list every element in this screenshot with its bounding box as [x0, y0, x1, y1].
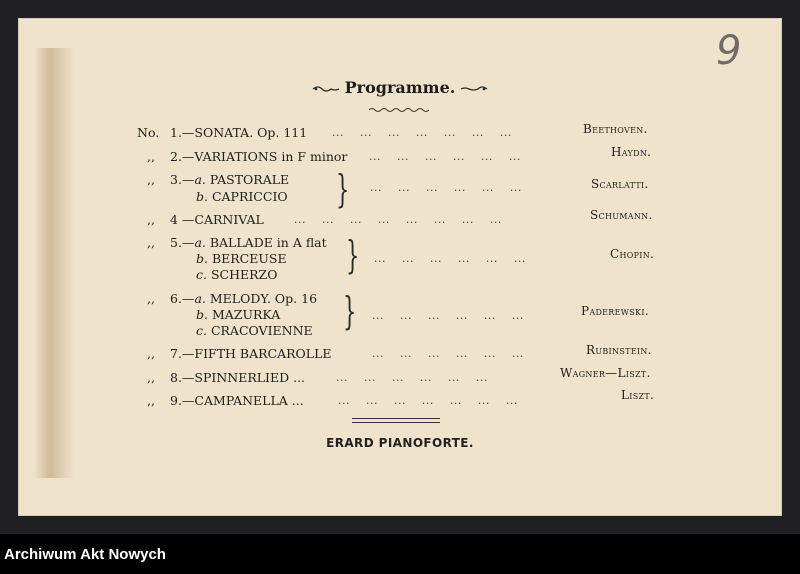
sub-item-letter: c. — [196, 267, 207, 282]
sub-item-letter: b. — [196, 189, 208, 204]
right-ornament-icon — [460, 85, 488, 93]
leader-dots: ... ... ... ... ... ... ... — [338, 394, 518, 407]
composer-name: Chopin. — [610, 247, 655, 261]
leader-dots: ... ... ... ... ... ... ... — [332, 126, 512, 139]
brace: } — [343, 289, 357, 333]
leader-dots: ... ... ... ... ... ... — [374, 252, 526, 265]
composer-name: Beethoven. — [583, 122, 648, 136]
item-prefix: ,, — [147, 212, 155, 227]
composer-name: Rubinstein. — [586, 343, 652, 357]
composer-name: Paderewski. — [581, 304, 649, 318]
item-line: 6.—a. MELODY. Op. 16 — [170, 291, 318, 306]
leader-dots: ... ... ... ... ... ... — [369, 150, 521, 163]
sub-item-letter: b. — [196, 307, 208, 322]
left-ornament-icon — [312, 85, 340, 93]
item-line: 1.—SONATA. Op. 111 — [170, 125, 308, 140]
leader-dots: ... ... ... ... ... ... — [372, 309, 524, 322]
item-line: b. CAPRICCIO — [196, 189, 288, 204]
item-line: b. MAZURKA — [196, 307, 281, 322]
sub-item-letter: a. — [194, 291, 206, 306]
item-prefix: ,, — [147, 370, 155, 385]
composer-name: Haydn. — [611, 145, 652, 159]
item-line: 5.—a. BALLADE in A flat — [170, 235, 327, 250]
leader-dots: ... ... ... ... ... ... — [372, 347, 524, 360]
item-prefix: ,, — [147, 235, 155, 250]
sub-item-letter: a. — [194, 235, 206, 250]
item-line: c. SCHERZO — [196, 267, 278, 282]
composer-name: Wagner—Liszt. — [560, 366, 651, 380]
footer-text: ERARD PIANOFORTE. — [326, 436, 474, 450]
leader-dots: ... ... ... ... ... ... ... ... — [294, 213, 502, 226]
archive-label: Archiwum Akt Nowych — [4, 546, 166, 563]
leader-dots: ... ... ... ... ... ... — [336, 371, 488, 384]
item-line: c. CRACOVIENNE — [196, 323, 313, 338]
item-line: 9.—CAMPANELLA ... — [170, 393, 304, 408]
item-line: 8.—SPINNERLIED ... — [170, 370, 306, 385]
item-line: 4 —CARNIVAL — [170, 212, 264, 227]
item-line: 3.—a. PASTORALE — [170, 172, 290, 187]
paper-stain — [34, 48, 74, 478]
sub-item-letter: a. — [194, 172, 206, 187]
item-prefix: ,, — [147, 291, 155, 306]
brace: } — [336, 167, 350, 211]
item-line: 7.—FIFTH BARCAROLLE — [170, 346, 332, 361]
item-prefix: ,, — [147, 172, 155, 187]
composer-name: Schumann. — [590, 208, 653, 222]
leader-dots: ... ... ... ... ... ... — [370, 181, 522, 194]
item-prefix: ,, — [147, 393, 155, 408]
item-line: 2.—VARIATIONS in F minor — [170, 149, 348, 164]
item-prefix: ,, — [147, 149, 155, 164]
item-line: b. BERCEUSE — [196, 251, 287, 266]
sub-item-letter: b. — [196, 251, 208, 266]
programme-title: Programme. — [344, 78, 456, 97]
item-prefix: ,, — [147, 346, 155, 361]
brace: } — [346, 233, 360, 277]
item-prefix: No. — [137, 125, 160, 140]
page-number: 9 — [716, 28, 742, 74]
title-block — [0, 78, 800, 97]
wavy-divider-icon — [368, 106, 430, 114]
double-rule — [352, 418, 440, 423]
archive-bar — [0, 534, 800, 574]
composer-name: Liszt. — [621, 388, 655, 402]
sub-item-letter: c. — [196, 323, 207, 338]
composer-name: Scarlatti. — [591, 177, 649, 191]
